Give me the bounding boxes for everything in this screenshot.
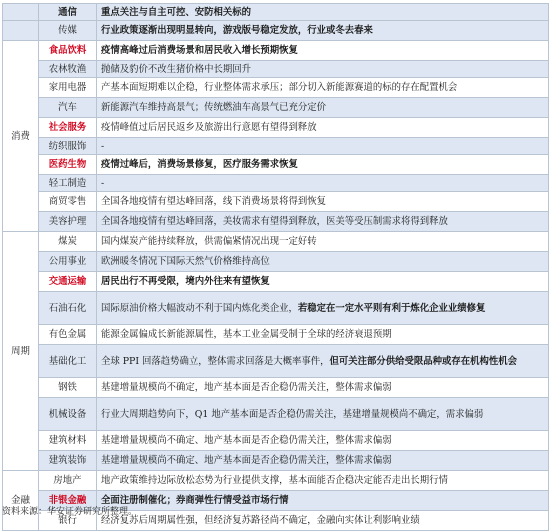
table-row bbox=[3, 41, 549, 61]
industry-cell: 钢铁 bbox=[39, 378, 97, 398]
outlook-text: 全球 PPI 回落趋势确立，整体需求回落是大概率事件， bbox=[101, 355, 330, 367]
industry-cell: 交通运输 bbox=[39, 272, 97, 292]
industry-cell: 传媒 bbox=[39, 21, 97, 41]
industry-cell: 基础化工 bbox=[39, 345, 97, 378]
outlook-cell: 抛储及豹价不改生猪价格中长期回升 bbox=[97, 61, 549, 78]
outlook-cell: 国内煤炭产能持续释放，供需偏紧情况出现一定好转 bbox=[97, 232, 549, 252]
group-label-cyclical: 周期 bbox=[3, 232, 39, 471]
industry-cell: 石油石化 bbox=[39, 292, 97, 325]
outlook-cell: 经济复苏后周期属性强，但经济复苏路径尚不确定，金融向实体让利影响业绩 bbox=[97, 511, 549, 531]
table-row bbox=[3, 78, 549, 98]
table-row bbox=[3, 398, 549, 431]
industry-cell: 轻工制造 bbox=[39, 175, 97, 192]
outlook-cell: 基建增量规模尚不确定、地产基本面是否企稳仍需关注，整体需求偏弱 bbox=[97, 431, 549, 451]
industry-cell: 食品饮料 bbox=[39, 41, 97, 61]
outlook-cell: 基建增量规模尚不确定、地产基本面是否企稳仍需关注，整体需求偏弱 bbox=[97, 451, 549, 471]
outlook-cell: 全面注册制催化；券商弹性行情受益市场行情 bbox=[97, 491, 549, 511]
table-row bbox=[3, 175, 549, 192]
table-row bbox=[3, 451, 549, 471]
outlook-cell: 新能源汽车维持高景气；传统燃油车高景气已充分定价 bbox=[97, 98, 549, 118]
source-note: 资料来源：华安证券研究所整理。 bbox=[2, 507, 138, 517]
outlook-cell: 疫情过峰后，消费场景修复，医疗服务需求恢复 bbox=[97, 155, 549, 175]
industry-cell: 纺织服饰 bbox=[39, 138, 97, 155]
industry-cell: 煤炭 bbox=[39, 232, 97, 252]
table-row bbox=[3, 138, 549, 155]
industry-cell: 商贸零售 bbox=[39, 192, 97, 212]
outlook-cell: - bbox=[97, 175, 549, 192]
outlook-cell: 疫情高峰过后消费场景和居民收入增长预期恢复 bbox=[97, 41, 549, 61]
table-row bbox=[3, 212, 549, 232]
outlook-cell: 行业政策逐渐出现明显转向，游戏版号稳定发放，行业或冬去春来 bbox=[97, 21, 549, 41]
industry-cell: 非银金融 bbox=[39, 491, 97, 511]
table-row bbox=[3, 292, 549, 325]
outlook-cell: 能源金属偏成长新能源属性，基本工业金属受制于全球的经济衰退预期 bbox=[97, 325, 549, 345]
table-row bbox=[3, 61, 549, 78]
group-cell bbox=[3, 4, 39, 21]
industry-cell: 机械设备 bbox=[39, 398, 97, 431]
industry-cell: 美容护理 bbox=[39, 212, 97, 232]
industry-cell: 建筑材料 bbox=[39, 431, 97, 451]
outlook-cell bbox=[97, 292, 549, 325]
table-row bbox=[3, 155, 549, 175]
table-row bbox=[3, 431, 549, 451]
table-row bbox=[3, 378, 549, 398]
outlook-cell: - bbox=[97, 138, 549, 155]
industry-cell: 家用电器 bbox=[39, 78, 97, 98]
outlook-highlight: 若稳定在一定水平则有利于炼化企业业绩修复 bbox=[297, 302, 486, 314]
table-row bbox=[3, 232, 549, 252]
table-row bbox=[3, 345, 549, 378]
industry-cell: 医药生物 bbox=[39, 155, 97, 175]
industry-cell: 汽车 bbox=[39, 98, 97, 118]
table-row bbox=[3, 118, 549, 138]
outlook-cell: 疫情峰值过后居民返乡及旅游出行意愿有望得到释放 bbox=[97, 118, 549, 138]
industry-cell: 通信 bbox=[39, 4, 97, 21]
outlook-cell: 行业大周期趋势向下，Q1 地产基本面是否企稳仍需关注，基建增量规模尚不确定，需求偏弱 bbox=[97, 398, 549, 431]
outlook-cell: 欧洲暖冬情况下国际天然气价格维持高位 bbox=[97, 252, 549, 272]
table-row bbox=[3, 98, 549, 118]
table-row bbox=[3, 252, 549, 272]
table-row bbox=[3, 272, 549, 292]
industry-cell: 银行 bbox=[39, 511, 97, 531]
outlook-cell: 重点关注与自主可控、安防相关标的 bbox=[97, 4, 549, 21]
table-row bbox=[3, 192, 549, 212]
table-row bbox=[3, 4, 549, 21]
outlook-cell: 产基本面短期难以企稳，行业整体需求承压；部分切入新能源赛道的标的存在配置机会 bbox=[97, 78, 549, 98]
outlook-cell: 全国各地疫情有望达峰回落，线下消费场景将得到恢复 bbox=[97, 192, 549, 212]
outlook-text: 国际原油价格大幅波动不利于国内炼化类企业， bbox=[101, 302, 298, 314]
industry-cell: 建筑装饰 bbox=[39, 451, 97, 471]
outlook-highlight: 但可关注部分供给受限品种或存在机构性机会 bbox=[329, 355, 518, 367]
outlook-cell: 居民出行不再受限，境内外往来有望恢复 bbox=[97, 272, 549, 292]
industry-cell: 公用事业 bbox=[39, 252, 97, 272]
industry-cell: 房地产 bbox=[39, 471, 97, 491]
table-row bbox=[3, 21, 549, 41]
outlook-cell: 基建增量规模尚不确定，地产基本面是否企稳仍需关注，整体需求偏弱 bbox=[97, 378, 549, 398]
industry-cell: 社会服务 bbox=[39, 118, 97, 138]
group-label-consumer: 消费 bbox=[3, 41, 39, 232]
industry-cell: 农林牧渔 bbox=[39, 61, 97, 78]
industry-cell: 有色金属 bbox=[39, 325, 97, 345]
outlook-cell: 全国各地疫情有望达峰回落，美妆需求有望得到释放，医美等受压制需求将得到释放 bbox=[97, 212, 549, 232]
outlook-cell: 地产政策维持边际放松态势为行业提供支撑，基本面能否企稳决定能否走出长期行情 bbox=[97, 471, 549, 491]
group-cell bbox=[3, 21, 39, 41]
table-row bbox=[3, 325, 549, 345]
group-label-finance: 金融 bbox=[3, 471, 39, 531]
outlook-cell bbox=[97, 345, 549, 378]
table-row bbox=[3, 471, 549, 491]
industry-outlook-table bbox=[2, 3, 549, 531]
